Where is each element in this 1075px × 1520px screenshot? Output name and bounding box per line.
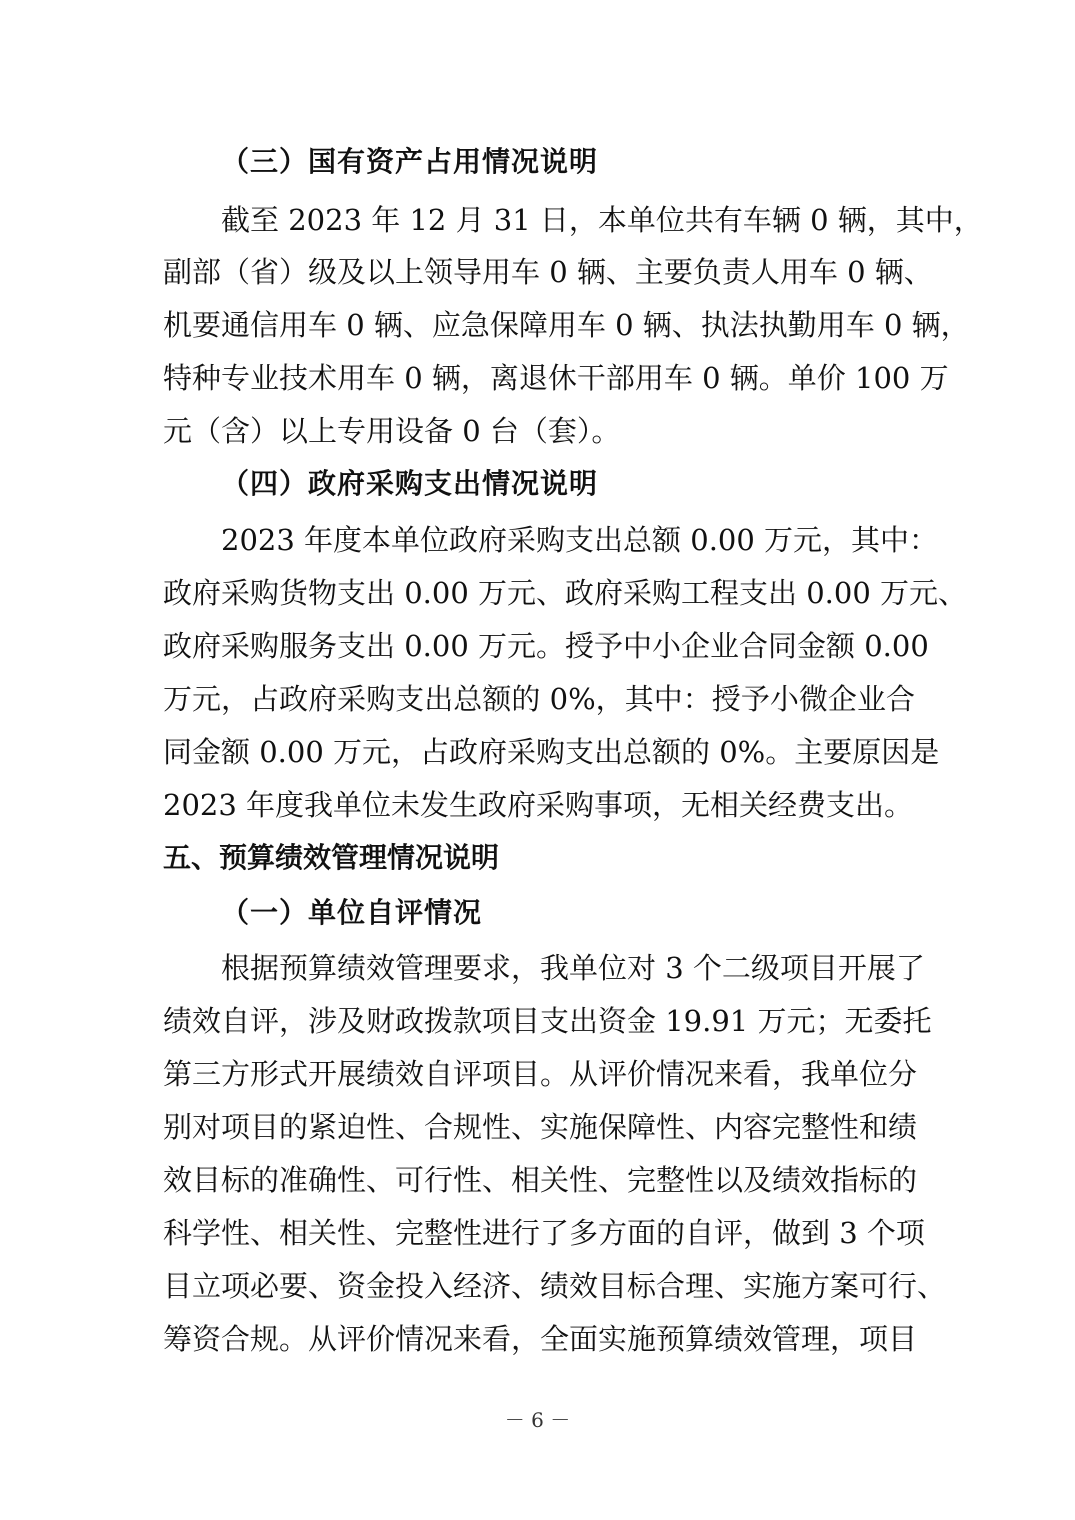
paragraph-line: 特种专业技术用车 0 辆，离退休干部用车 0 辆。单价 100 万 [163,361,949,395]
paragraph-line: 筹资合规。从评价情况来看，全面实施预算绩效管理，项目 [163,1322,918,1356]
section-heading-gov-procurement: （四）政府采购支出情况说明 [221,467,599,500]
paragraph-line: 2023 年度我单位未发生政府采购事项，无相关经费支出。 [163,788,914,822]
paragraph-line: 同金额 0.00 万元，占政府采购支出总额的 0%。主要原因是 [163,735,940,769]
paragraph-line: 别对项目的紧迫性、合规性、实施保障性、内容完整性和绩 [163,1110,918,1144]
paragraph-line: 机要通信用车 0 辆、应急保障用车 0 辆、执法执勤用车 0 辆， [163,308,970,342]
paragraph-line: 科学性、相关性、完整性进行了多方面的自评，做到 3 个项 [163,1216,925,1250]
paragraph-line: 根据预算绩效管理要求，我单位对 3 个二级项目开展了 [221,951,925,985]
paragraph-line: 2023 年度本单位政府采购支出总额 0.00 万元，其中： [221,523,939,557]
paragraph-line: 截至 2023 年 12 月 31 日，本单位共有车辆 0 辆，其中， [221,203,983,237]
page-number: － 6 － [504,1408,571,1432]
section-heading-state-assets: （三）国有资产占用情况说明 [221,145,599,178]
paragraph-line: 政府采购货物支出 0.00 万元、政府采购工程支出 0.00 万元、 [163,576,968,610]
paragraph-line: 万元，占政府采购支出总额的 0%，其中：授予小微企业合 [163,682,915,716]
paragraph-line: 副部（省）级及以上领导用车 0 辆、主要负责人用车 0 辆、 [163,255,933,289]
paragraph-line: 目立项必要、资金投入经济、绩效目标合理、实施方案可行、 [163,1269,947,1303]
paragraph-line: 绩效自评，涉及财政拨款项目支出资金 19.91 万元；无委托 [163,1004,932,1038]
paragraph-line: 效目标的准确性、可行性、相关性、完整性以及绩效指标的 [163,1163,918,1197]
paragraph-line: 元（含）以上专用设备 0 台（套）。 [163,414,621,448]
section-heading-self-evaluation: （一）单位自评情况 [221,896,483,929]
paragraph-line: 政府采购服务支出 0.00 万元。授予中小企业合同金额 0.00 [163,629,929,663]
paragraph-line: 第三方形式开展绩效自评项目。从评价情况来看，我单位分 [163,1057,918,1091]
chapter-heading-performance-management: 五、预算绩效管理情况说明 [163,841,500,874]
